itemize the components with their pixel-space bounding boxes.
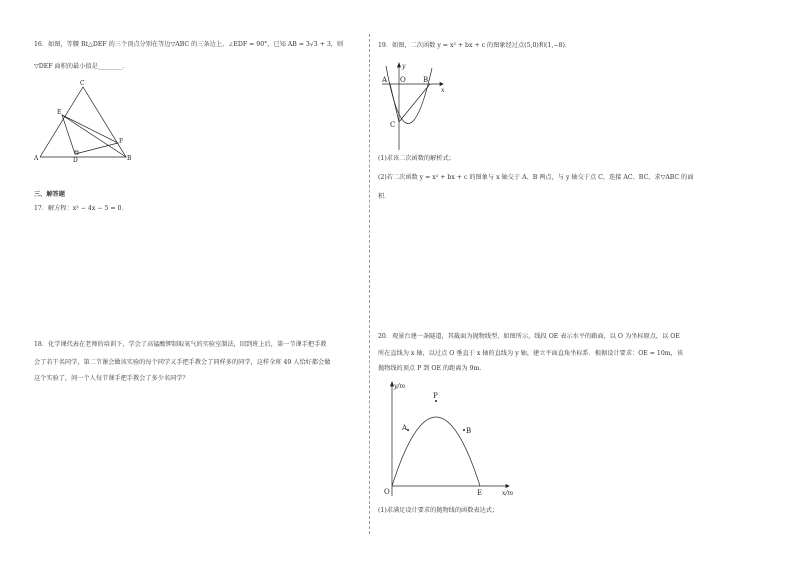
- label-c: C: [80, 80, 85, 87]
- label-f: F: [119, 138, 124, 145]
- q20-tunnel-figure: [378, 378, 518, 500]
- label-d: D: [73, 157, 78, 164]
- q16-line2: [34, 62, 129, 72]
- label-y: y: [402, 63, 406, 70]
- triangle-abc: [40, 87, 126, 157]
- q19-sub2b: 积．: [378, 193, 391, 200]
- label-y: y/m: [394, 383, 406, 390]
- label-e: E: [477, 489, 483, 497]
- label-x: x: [441, 87, 445, 94]
- q18-line1: 18．化学课代表在老师的培训下，学会了高锰酸钾制取氧气的实验室制法，回到班上后，第一节课手把手教: [34, 341, 327, 348]
- q20-line2: 所在直线为 x 轴，以过点 O 垂直于 x 轴的直线为 y 轴，建立平面直角坐标系．根据设计要求：OE = 10m，该: [378, 350, 684, 357]
- q16-text: ▽DEF 面积的最小值是: [34, 63, 98, 70]
- q20-line1: 20．观景台建一条隧道，其截面为抛物线型，如图所示，线段 OE 表示水平的路面，以 O 为坐标原点，以 OE: [378, 333, 680, 340]
- q16-triangle-figure: [34, 78, 134, 163]
- q19-sub2a: (2)若二次函数 y = x² + bx + c 的图象与 x 轴交于 A、B 两点，与 y 轴交于点 C，连接 AC、BC，求▽ABC 的面: [378, 174, 694, 181]
- q19-line1: 19．如图，二次函数 y = x² + bx + c 的图象经过点(5,0)和(1,−8)．: [378, 42, 572, 49]
- right-column: [372, 0, 794, 562]
- q20-sub1: (1)求满足设计要求的抛物线的函数表达式；: [378, 507, 499, 514]
- label-c: C: [390, 121, 396, 129]
- label-b: B: [466, 427, 472, 435]
- label-a: A: [402, 424, 408, 432]
- label-o: O: [384, 488, 390, 496]
- q17-text: 17．解方程：x² − 4x − 5 = 0．: [34, 205, 128, 212]
- label-p: P: [433, 392, 438, 400]
- label-a: A: [382, 76, 388, 84]
- label-o: O: [400, 76, 406, 84]
- label-a: A: [34, 155, 39, 162]
- label-e: E: [57, 109, 62, 116]
- label-b: B: [127, 155, 132, 162]
- q18-line3: 这个实验了，问一个人每节课手把手教会了多少名同学？: [34, 375, 189, 382]
- q19-sub1: (1)求该二次函数的解析式；: [378, 155, 455, 162]
- q20-line3: 抛物线的顶点 P 到 OE 的距离为 9m．: [378, 365, 486, 372]
- q18-line2: 会了若干名同学，第二节课会做该实验的每个同学又手把手教会了同样多的同学，这样全班 49 人恰好都会做: [34, 359, 331, 366]
- q16-line1: 16．如图，等腰 Rt△DEF 的三个顶点分别在等边▽ABC 的三条边上，∠EDF = 90°，已知 AB = 3√3 + 3，则: [34, 41, 344, 48]
- left-column: [0, 0, 370, 562]
- q16-answer-blank[interactable]: ________: [97, 63, 123, 70]
- label-x: x/m: [502, 490, 514, 497]
- section-title: 三、解答题: [34, 191, 65, 198]
- q19-parabola-figure: [380, 62, 450, 152]
- label-b: B: [423, 76, 429, 84]
- q16-end: ．: [122, 63, 129, 70]
